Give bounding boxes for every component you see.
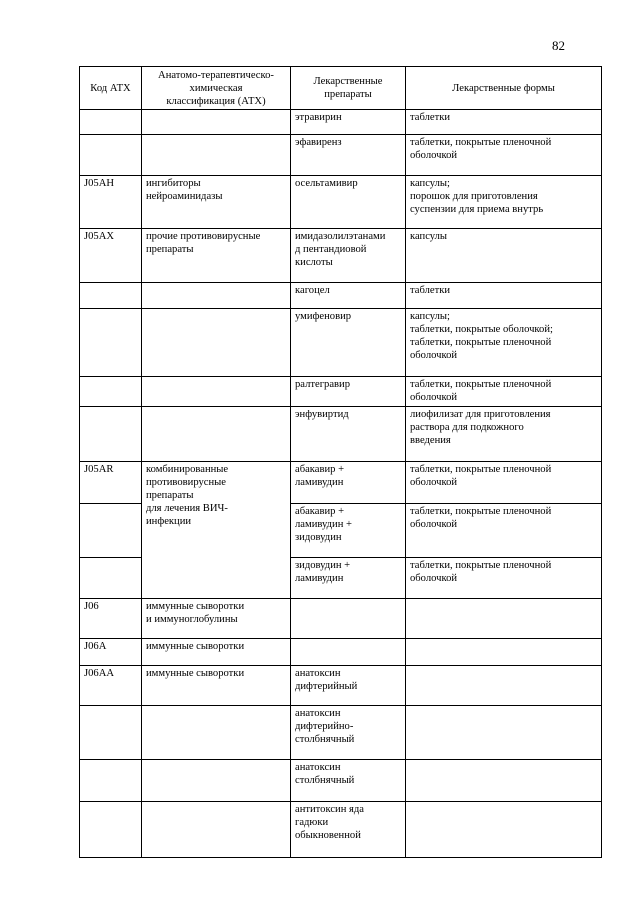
table-row xyxy=(80,377,602,407)
drug-cell: абакавир + ламивудин xyxy=(291,462,406,504)
table-row xyxy=(80,283,602,309)
form-cell: таблетки, покрытые пленочной оболочкой xyxy=(406,135,602,176)
drug-cell: имидазолилэтанами д пентандиовой кислоты xyxy=(291,229,406,283)
code-cell xyxy=(80,407,142,462)
classification-cell: ингибиторы нейроаминидазы xyxy=(142,176,291,229)
table-row xyxy=(80,802,602,858)
drug-cell xyxy=(291,599,406,639)
table-row xyxy=(80,135,602,176)
table-row xyxy=(80,760,602,802)
table-row xyxy=(80,706,602,760)
drug-cell: анатоксин столбнячный xyxy=(291,760,406,802)
code-cell xyxy=(80,309,142,377)
form-cell xyxy=(406,760,602,802)
drug-cell: умифеновир xyxy=(291,309,406,377)
drug-cell: зидовудин + ламивудин xyxy=(291,558,406,599)
drug-cell: антитоксин яда гадюки обыкновенной xyxy=(291,802,406,858)
form-cell: таблетки, покрытые пленочной оболочкой xyxy=(406,504,602,558)
form-cell: капсулы xyxy=(406,229,602,283)
table-row xyxy=(80,462,602,504)
classification-cell: комбинированные противовирусные препараты для лечения ВИЧ- инфекции xyxy=(142,462,291,599)
code-cell: J06AA xyxy=(80,666,142,706)
drug-cell: ралтегравир xyxy=(291,377,406,407)
table-row xyxy=(80,666,602,706)
drug-cell: этравирин xyxy=(291,110,406,135)
code-cell: J05AR xyxy=(80,462,142,504)
form-cell: капсулы; порошок для приготовления суспензии для приема внутрь xyxy=(406,176,602,229)
form-cell: таблетки, покрытые пленочной оболочкой xyxy=(406,462,602,504)
code-cell xyxy=(80,135,142,176)
table-header-row xyxy=(80,67,602,110)
drug-cell: абакавир + ламивудин + зидовудин xyxy=(291,504,406,558)
drug-cell: осельтамивир xyxy=(291,176,406,229)
form-cell: таблетки, покрытые пленочной оболочкой xyxy=(406,377,602,407)
header-code: Код АТХ xyxy=(80,67,142,110)
form-cell: таблетки, покрытые пленочной оболочкой xyxy=(406,558,602,599)
code-cell: J06A xyxy=(80,639,142,666)
drug-cell: энфувиртид xyxy=(291,407,406,462)
code-cell: J06 xyxy=(80,599,142,639)
code-cell: J05AX xyxy=(80,229,142,283)
form-cell: лиофилизат для приготовления раствора для подкожного введения xyxy=(406,407,602,462)
code-cell xyxy=(80,504,142,558)
table-row xyxy=(80,639,602,666)
form-cell xyxy=(406,706,602,760)
code-cell xyxy=(80,760,142,802)
atx-drug-table xyxy=(79,66,602,858)
classification-cell xyxy=(142,706,291,760)
code-cell xyxy=(80,558,142,599)
form-cell: таблетки xyxy=(406,283,602,309)
classification-cell xyxy=(142,309,291,377)
table-row xyxy=(80,309,602,377)
classification-cell xyxy=(142,760,291,802)
code-cell xyxy=(80,283,142,309)
classification-cell: иммунные сыворотки xyxy=(142,639,291,666)
classification-cell xyxy=(142,110,291,135)
code-cell xyxy=(80,377,142,407)
classification-cell: иммунные сыворотки и иммуноглобулины xyxy=(142,599,291,639)
classification-cell xyxy=(142,407,291,462)
classification-cell xyxy=(142,802,291,858)
header-drugs: Лекарственные препараты xyxy=(291,67,406,110)
header-forms: Лекарственные формы xyxy=(406,67,602,110)
classification-cell: прочие противовирусные препараты xyxy=(142,229,291,283)
drug-cell: эфавиренз xyxy=(291,135,406,176)
table-row xyxy=(80,110,602,135)
drug-cell: анатоксин дифтерийный xyxy=(291,666,406,706)
form-cell xyxy=(406,599,602,639)
table-row xyxy=(80,407,602,462)
code-cell xyxy=(80,706,142,760)
classification-cell xyxy=(142,377,291,407)
code-cell xyxy=(80,802,142,858)
table-row xyxy=(80,176,602,229)
header-classification: Анатомо-терапевтическо- химическая классификация (АТХ) xyxy=(142,67,291,110)
table-row xyxy=(80,229,602,283)
classification-cell xyxy=(142,135,291,176)
code-cell xyxy=(80,110,142,135)
form-cell xyxy=(406,802,602,858)
form-cell xyxy=(406,639,602,666)
form-cell: капсулы; таблетки, покрытые оболочкой; таблетки, покрытые пленочной оболочкой xyxy=(406,309,602,377)
drug-cell xyxy=(291,639,406,666)
drug-cell: анатоксин дифтерийно- столбнячный xyxy=(291,706,406,760)
page-number: 82 xyxy=(552,38,565,53)
drug-cell: кагоцел xyxy=(291,283,406,309)
classification-cell: иммунные сыворотки xyxy=(142,666,291,706)
code-cell: J05AH xyxy=(80,176,142,229)
classification-cell xyxy=(142,283,291,309)
form-cell xyxy=(406,666,602,706)
form-cell: таблетки xyxy=(406,110,602,135)
table-row xyxy=(80,599,602,639)
